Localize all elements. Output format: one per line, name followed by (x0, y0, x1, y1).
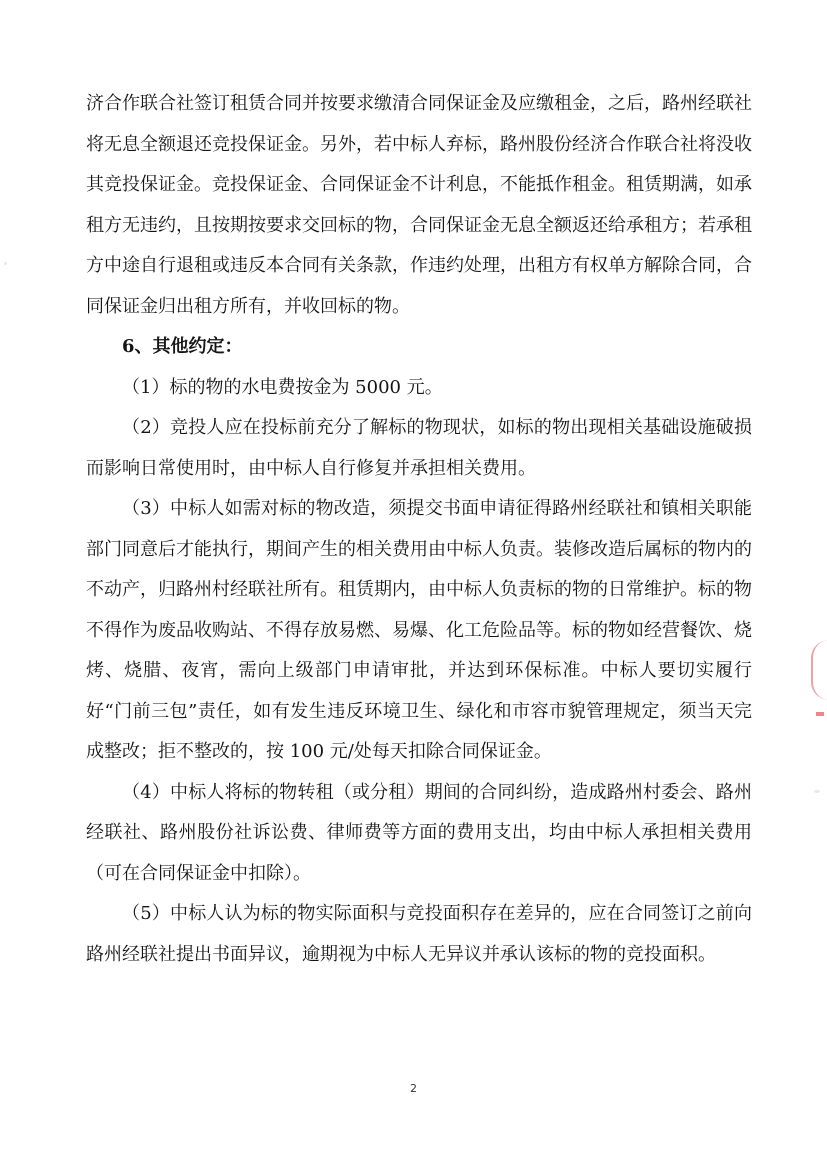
red-seal-mark-icon (816, 712, 824, 716)
document-body (86, 84, 752, 975)
clause-4-sublease-disputes: （4）中标人将标的物转租（或分租）期间的合同纠纷，造成路州村委会、路州经联社、路州股份社诉讼费、律师费等方面的费用支出，均由中标人承担相关费用（可在合同保证金中扣除）。 (86, 781, 752, 884)
page-number: 2 (410, 1082, 417, 1095)
clause-3-renovation: （3）中标人如需对标的物改造，须提交书面申请征得路州经联社和镇相关职能部门同意后才能执行，期间产生的相关费用由中标人负责。装修改造后属标的物内的不动产，归路州村经联社所有。租赁期内，由中标人负责标的物的日常维护。标的物不得作为废品收购站、不得存放易燃、易爆、化工危险品等。标的物如经营餐饮、烧烤、烧腊、夜宵，需向上级部门申请审批，并达到环保标准。中标人要切实履行好“门前三包”责任，如有发生违反环境卫生、绿化和市容市貌管理规定，须当天完成整改；拒不整改的，按 100 元/处每天扣除合同保证金。 (86, 498, 752, 762)
scan-speck-icon (4, 262, 7, 265)
clause-2-site-condition: （2）竞投人应在投标前充分了解标的物现状，如标的物出现相关基础设施破损而影响日常使用时，由中标人自行修复并承担相关费用。 (86, 417, 752, 479)
red-seal-edge-icon (811, 640, 827, 700)
section-heading-other-agreements: 6、其他约定： (122, 336, 243, 357)
clause-1-utility-deposit: （1）标的物的水电费按金为 5000 元。 (122, 376, 443, 398)
paragraph-continuation: 济合作联合社签订租赁合同并按要求缴清合同保证金及应缴租金，之后，路州经联社将无息全额退还竞投保证金。另外，若中标人弃标，路州股份经济合作联合社将没收其竞投保证金。竞投保证金、合同保证金不计利息，不能抵作租金。租赁期满，如承租方无违约，且按期按要求交回标的物，合同保证金无息全额返还给承租方；若承租方中途自行退租或违反本合同有关条款，作违约处理，出租方有权单方解除合同，合同保证金归出租方所有，并收回标的物。 (86, 93, 752, 317)
clause-5-area-objection: （5）中标人认为标的物实际面积与竞投面积存在差异的，应在合同签订之前向路州经联社提出书面异议，逾期视为中标人无异议并承认该标的物的竞投面积。 (86, 903, 752, 965)
scan-speck-icon (814, 790, 820, 793)
